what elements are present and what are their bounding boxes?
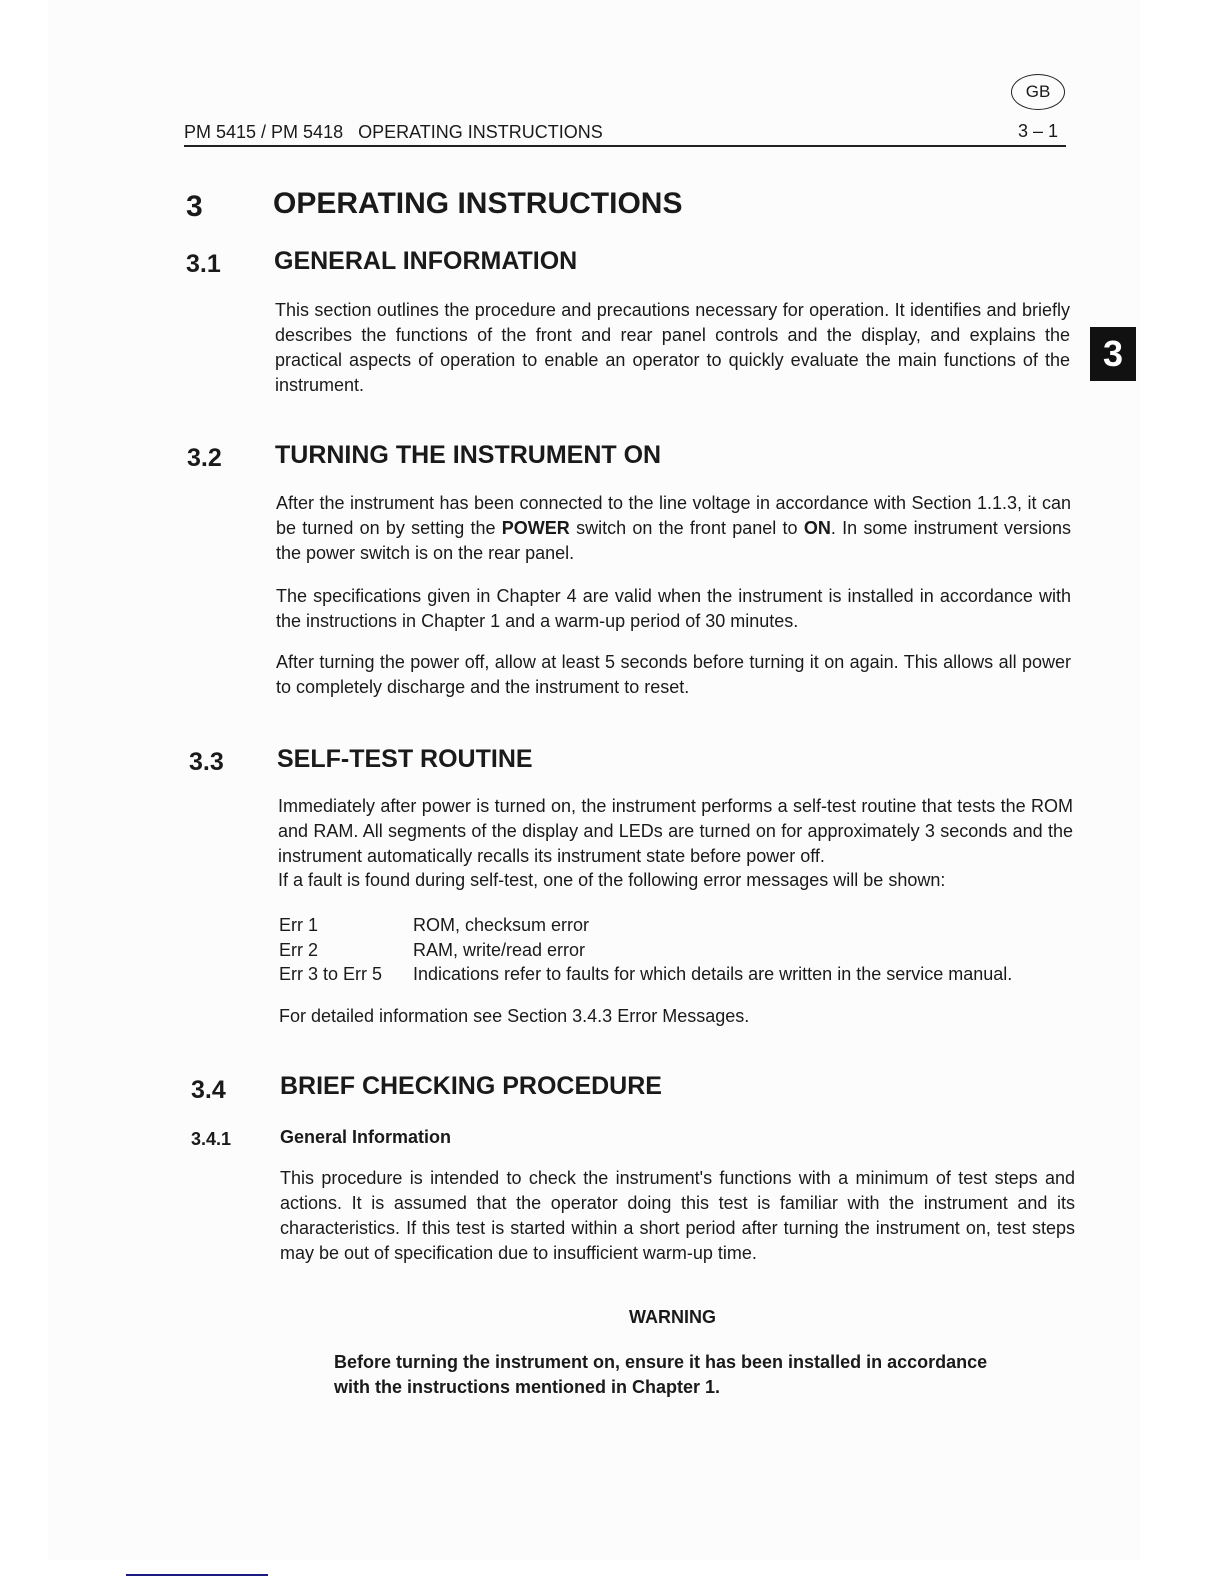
paragraph: The specifications given in Chapter 4 are valid when the instrument is installed in accordance with the instructions in Chapter 1 and a warm-up period of 30 minutes.: [276, 586, 1071, 631]
error-list: [279, 913, 1079, 987]
error-row: [279, 962, 1079, 987]
section-number: 3.3: [189, 748, 224, 776]
page-number: 3 – 1: [1018, 121, 1059, 141]
header-rule: [184, 145, 1066, 147]
paragraph: Immediately after power is turned on, the instrument performs a self-test routine that tests the ROM and RAM. All segments of the display and LEDs are turned on for approximately 3 seconds and the instrument automatically recalls its instrument state before power off.: [278, 796, 1073, 866]
chapter-tab: 3: [1090, 327, 1136, 381]
running-header: PM 5415 / PM 5418 OPERATING INSTRUCTIONS: [184, 122, 603, 142]
error-code: Err 3 to Err 5: [279, 964, 383, 984]
paragraph: If a fault is found during self-test, one of the following error messages will be shown:: [278, 870, 946, 890]
error-code: Err 1: [279, 915, 319, 935]
paragraph: For detailed information see Section 3.4.3 Error Messages.: [279, 1006, 750, 1026]
section-title: SELF-TEST ROUTINE: [277, 745, 533, 773]
paragraph: This section outlines the procedure and precautions necessary for operation. It identifies and briefly describes the functions of the front and rear panel controls and the display, and explains the practical aspects of operation to enable an operator to quickly evaluate the main functions of the instrument.: [275, 300, 1070, 395]
bold-text: ON: [803, 518, 831, 538]
error-description: ROM, checksum error: [413, 915, 590, 935]
section-title: GENERAL INFORMATION: [274, 247, 578, 275]
error-row: [279, 913, 1079, 938]
paragraph: [276, 491, 1071, 566]
paragraph: After turning the power off, allow at least 5 seconds before turning it on again. This allows all power to completely discharge and the instrument to reset.: [276, 652, 1071, 697]
warning-title: WARNING: [629, 1307, 716, 1327]
section-title: BRIEF CHECKING PROCEDURE: [280, 1072, 662, 1100]
bottom-line: [126, 1574, 268, 1576]
error-description: RAM, write/read error: [413, 939, 586, 960]
chapter-title: OPERATING INSTRUCTIONS: [273, 187, 683, 220]
error-code: Err 2: [279, 939, 319, 960]
error-description: Indications refer to faults for which details are written in the service manual.: [413, 964, 1013, 984]
error-row: [279, 938, 1079, 963]
chapter-number: 3: [186, 190, 203, 223]
text: . In some instrument versions the power switch is on the rear panel.: [276, 518, 1071, 563]
section-title: TURNING THE INSTRUMENT ON: [275, 441, 662, 469]
subsection-number: 3.4.1: [191, 1129, 232, 1149]
scanned-page: [48, 0, 1140, 1560]
bold-text: POWER: [501, 518, 570, 538]
warning-text: Before turning the instrument on, ensure it has been installed in accordance with the instructions mentioned in Chapter 1.: [334, 1352, 988, 1397]
text: After the instrument has been connected to the line voltage in accordance with Section 1.1.3, it can be turned on by setting the: [276, 493, 1071, 538]
paragraph: This procedure is intended to check the instrument's functions with a minimum of test steps and actions. It is assumed that the operator doing this test is familiar with the instrument and its characteristics. If this test is started within a short period after turning the instrument on, test steps may be out of specification due to insufficient warm-up time.: [280, 1168, 1075, 1263]
section-number: 3.4: [191, 1076, 226, 1104]
subsection-title: General Information: [280, 1127, 452, 1147]
section-number: 3.2: [187, 444, 222, 472]
section-number: 3.1: [186, 250, 221, 278]
language-badge: GB: [1011, 74, 1065, 110]
text: switch on the front panel to: [569, 518, 804, 538]
